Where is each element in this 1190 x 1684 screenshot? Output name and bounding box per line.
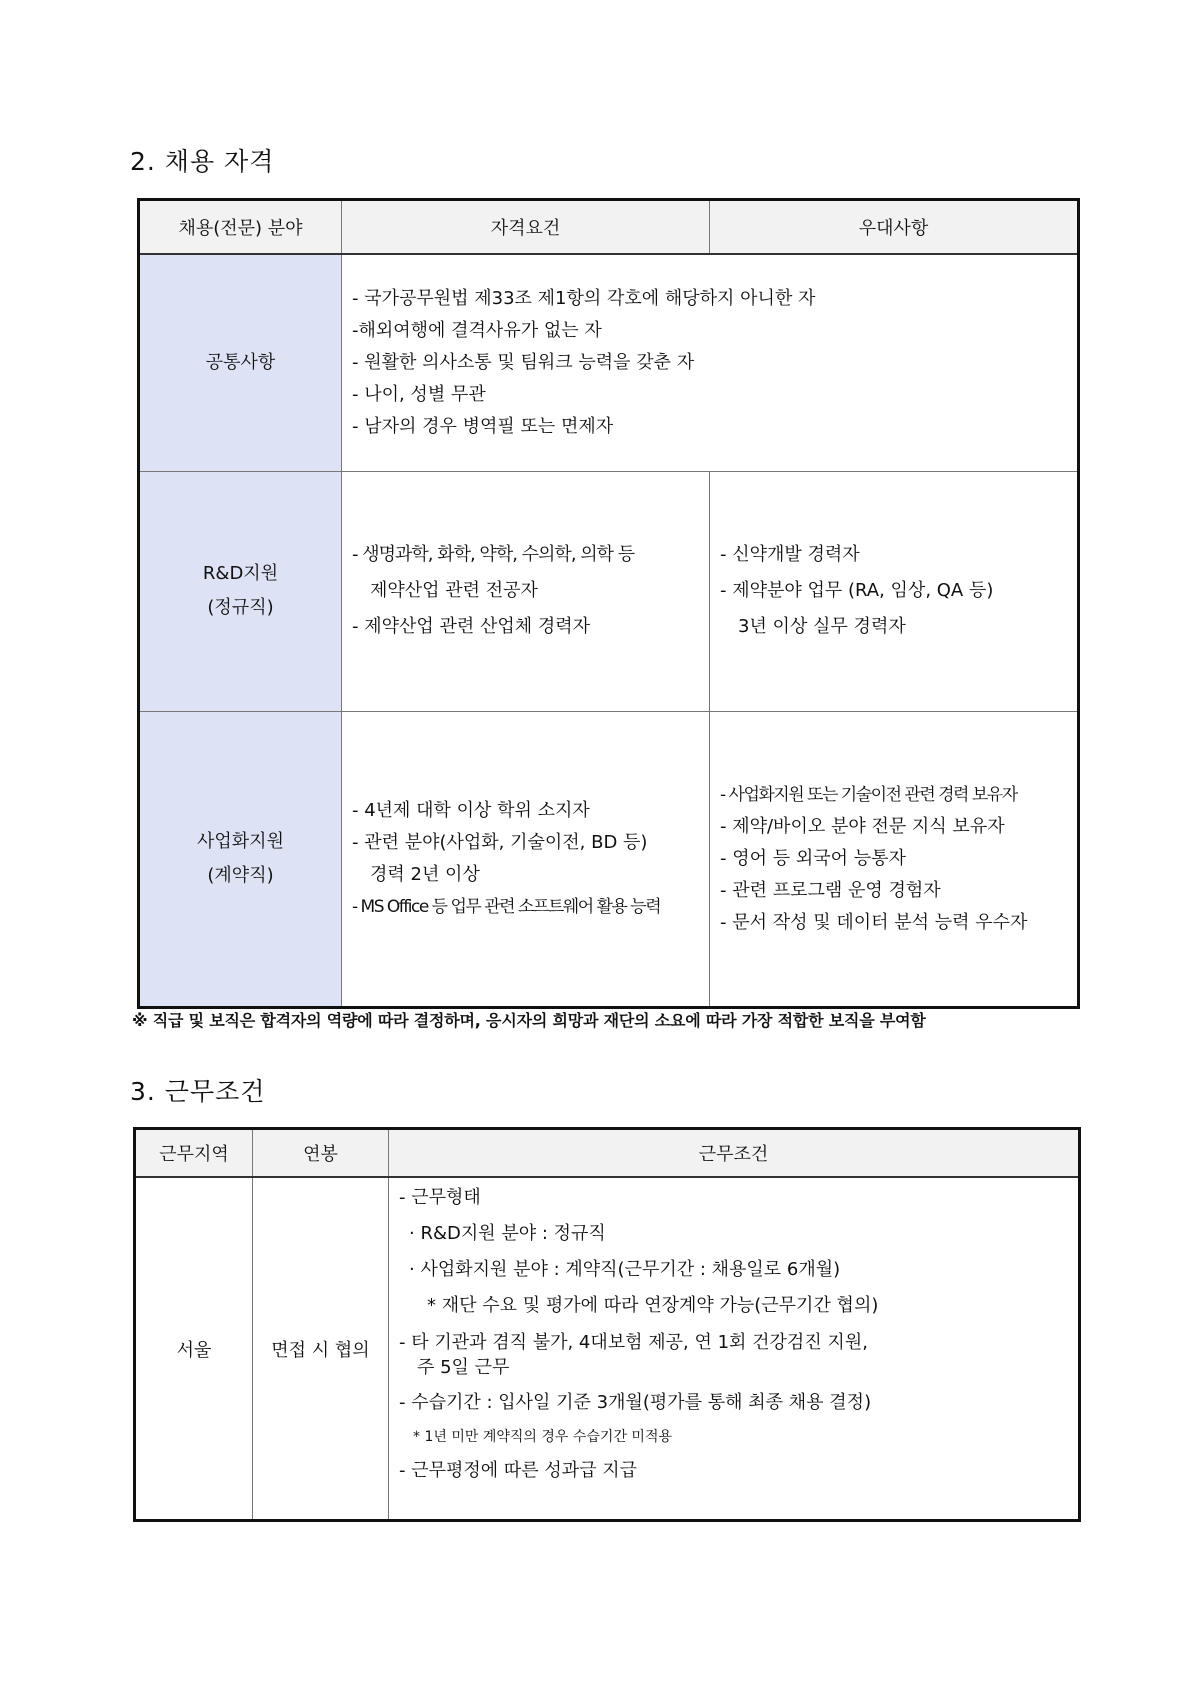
common-category: 공통사항	[139, 254, 342, 471]
rnd-requirement-line: - 생명과학, 화학, 약학, 수의학, 의학 등	[352, 544, 635, 565]
rnd-requirements	[342, 471, 710, 711]
rnd-preferences	[710, 471, 1079, 711]
condition-line: 주 5일 근무	[417, 1357, 510, 1378]
biz-requirement-line: - 4년제 대학 이상 학위 소지자	[352, 799, 590, 821]
common-line: - 국가공무원법 제33조 제1항의 각호에 해당하지 아니한 자	[352, 287, 816, 309]
work-row	[135, 1177, 1080, 1521]
condition-line: * 1년 미만 계약직의 경우 수습기간 미적용	[413, 1429, 672, 1445]
common-requirements	[342, 254, 1079, 471]
work-conditions-table	[133, 1127, 1081, 1522]
header-field: 채용(전문) 분야	[139, 200, 342, 255]
qualification-table	[137, 198, 1080, 1009]
biz-requirement-line: 경력 2년 이상	[370, 863, 480, 885]
biz-requirement-line: - MS Office 등 업무 관련 소프트웨어 활용 능력	[352, 896, 661, 917]
biz-preference-line: - 사업화지원 또는 기술이전 관련 경력 보유자	[720, 784, 1017, 805]
rnd-preference-line: - 신약개발 경력자	[720, 544, 860, 565]
rnd-requirement-line: - 제약산업 관련 산업체 경력자	[352, 616, 591, 637]
header-location: 근무지역	[135, 1129, 253, 1178]
biz-requirements	[342, 711, 710, 1007]
header-requirements: 자격요건	[342, 200, 710, 255]
biz-row	[139, 711, 1079, 1007]
biz-preference-line: - 제약/바이오 분야 전문 지식 보유자	[720, 815, 1005, 837]
common-row	[139, 254, 1079, 471]
condition-line: · 사업화지원 분야 : 계약직(근무기간 : 채용일로 6개월)	[409, 1259, 841, 1280]
rnd-category-type: (정규직)	[207, 597, 274, 618]
common-line: - 나이, 성별 무관	[352, 383, 486, 405]
common-line: - 원활한 의사소통 및 팀워크 능력을 갖춘 자	[352, 351, 695, 373]
work-salary: 면접 시 협의	[253, 1177, 389, 1521]
condition-line: · R&D지원 분야 : 정규직	[409, 1223, 606, 1244]
biz-preference-line: - 영어 등 외국어 능통자	[720, 847, 906, 869]
qualification-header-row	[139, 200, 1079, 255]
header-conditions: 근무조건	[389, 1129, 1080, 1178]
biz-category-type: (계약직)	[207, 864, 274, 886]
rnd-preference-line: 3년 이상 실무 경력자	[738, 616, 906, 637]
biz-category	[139, 711, 342, 1007]
header-salary: 연봉	[253, 1129, 389, 1178]
condition-line: - 타 기관과 겸직 불가, 4대보험 제공, 연 1회 건강검진 지원,	[399, 1332, 868, 1353]
biz-preferences	[710, 711, 1079, 1007]
biz-preference-line: - 관련 프로그램 운영 경험자	[720, 879, 941, 901]
condition-line: - 근무평정에 따른 성과급 지급	[399, 1460, 638, 1481]
condition-line: * 재단 수요 및 평가에 따라 연장계약 가능(근무기간 협의)	[427, 1295, 879, 1316]
assignment-note: ※ 직급 및 보직은 합격자의 역량에 따라 결정하며, 응시자의 희망과 재단의 소요에 따라 가장 적합한 보직을 부여함	[132, 1011, 926, 1030]
section-3-title: 3. 근무조건	[130, 1077, 266, 1106]
rnd-category	[139, 471, 342, 711]
common-line: -해외여행에 결격사유가 없는 자	[352, 319, 602, 341]
common-line: - 남자의 경우 병역필 또는 면제자	[352, 415, 614, 437]
work-location: 서울	[135, 1177, 253, 1521]
rnd-category-name: R&D지원	[202, 563, 279, 584]
rnd-preference-line: - 제약분야 업무 (RA, 임상, QA 등)	[720, 580, 994, 601]
condition-line: - 근무형태	[399, 1187, 481, 1208]
condition-line: - 수습기간 : 입사일 기준 3개월(평가를 통해 최종 채용 결정)	[399, 1392, 872, 1413]
biz-category-name: 사업화지원	[197, 830, 284, 852]
section-2-title: 2. 채용 자격	[130, 147, 275, 176]
biz-requirement-line: - 관련 분야(사업화, 기술이전, BD 등)	[352, 831, 648, 853]
biz-preference-line: - 문서 작성 및 데이터 분석 능력 우수자	[720, 911, 1028, 933]
rnd-row	[139, 471, 1079, 711]
rnd-requirement-line: 제약산업 관련 전공자	[370, 580, 538, 601]
work-header-row	[135, 1129, 1080, 1178]
header-preferences: 우대사항	[710, 200, 1079, 255]
work-conditions	[389, 1177, 1080, 1521]
